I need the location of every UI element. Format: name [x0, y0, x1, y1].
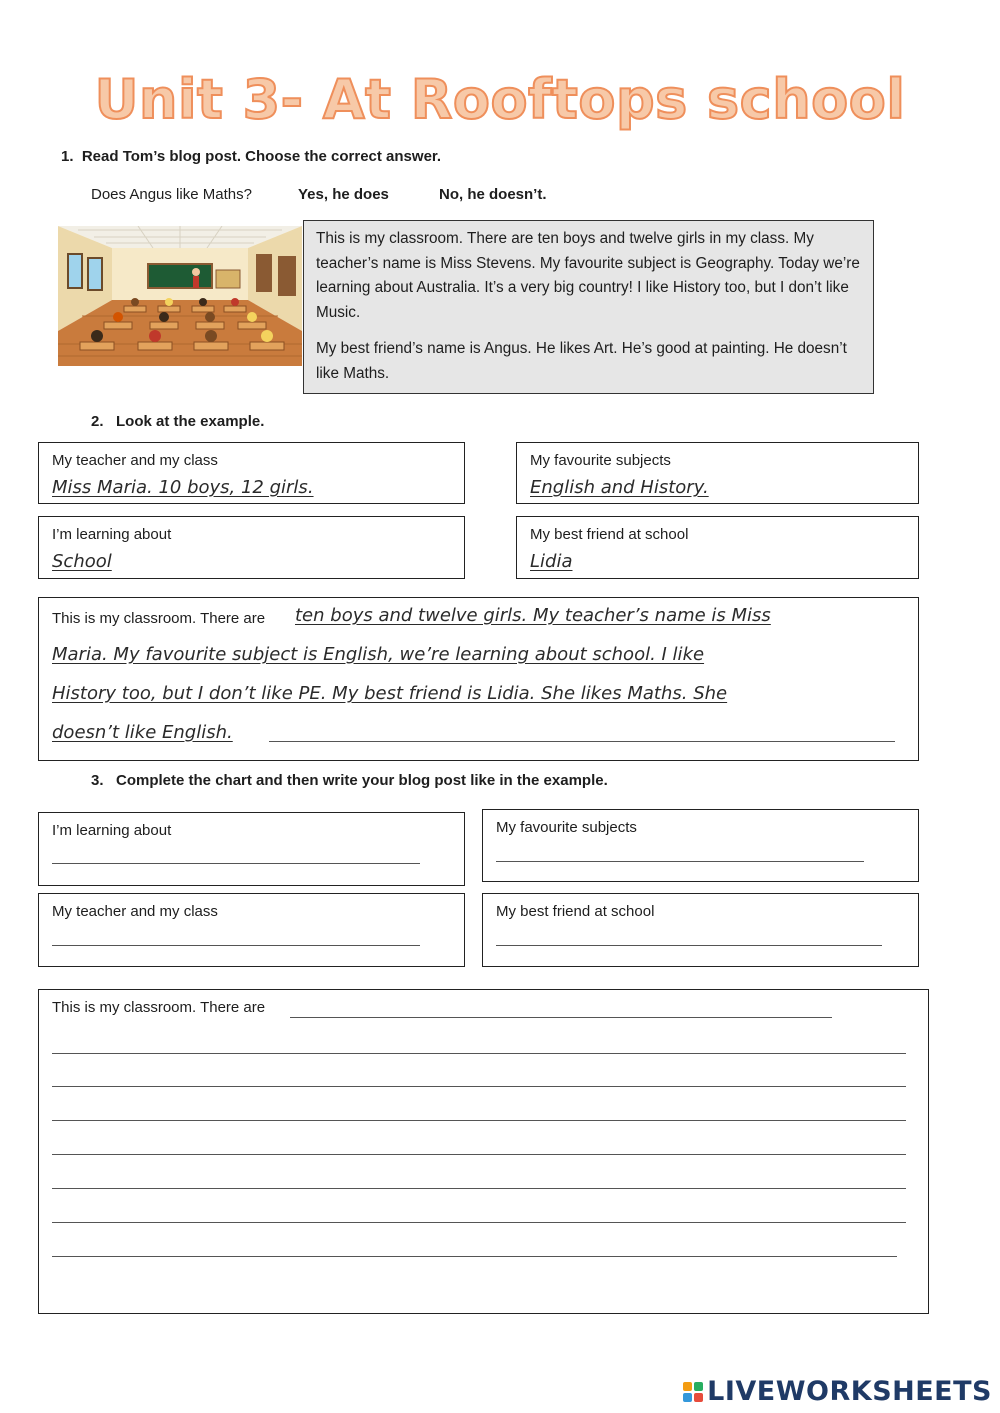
writing-line-7[interactable]: [52, 1256, 897, 1257]
liveworksheets-logo: [683, 1376, 992, 1407]
chart-teacher-box: [38, 893, 465, 967]
example-line-2: Maria. My favourite subject is English, we’re learning about school. I like: [52, 644, 705, 665]
writing-box: [38, 989, 929, 1314]
writing-line-6[interactable]: [52, 1222, 906, 1223]
chart-subjects-blank[interactable]: [496, 861, 864, 862]
writing-line-5[interactable]: [52, 1188, 906, 1189]
blog-paragraph-2: My best friend’s name is Angus. He likes Art. He’s good at painting. He doesn’t like Maths.: [316, 340, 847, 382]
section-1-heading: 1. Read Tom’s blog post. Choose the correct answer.: [61, 148, 442, 165]
chart-subjects-label: My favourite subjects: [496, 819, 637, 836]
example-line-4: doesn’t like English.: [52, 722, 233, 743]
subjects-label: My favourite subjects: [530, 452, 671, 469]
page-title: Unit 3- At Rooftops school: [94, 68, 906, 131]
blog-post-box: [303, 220, 874, 394]
writing-intro: This is my classroom. There are: [52, 999, 266, 1016]
logo-cube-icon: [683, 1382, 703, 1402]
chart-friend-box: [482, 893, 919, 967]
section-3-heading: 3. Complete the chart and then write your blog post like in the example.: [91, 772, 608, 789]
writing-line-3[interactable]: [52, 1120, 906, 1121]
friend-label: My best friend at school: [530, 526, 689, 543]
chart-learning-blank[interactable]: [52, 863, 420, 864]
friend-answer: Lidia: [530, 551, 573, 572]
chart-learning-box: [38, 812, 465, 886]
example-blog-box: [38, 597, 919, 761]
chart-friend-blank[interactable]: [496, 945, 882, 946]
example-friend-box: [516, 516, 919, 579]
example-teacher-box: [38, 442, 465, 504]
answer-option-no[interactable]: No, he doesn’t.: [439, 186, 547, 203]
writing-line-1[interactable]: [52, 1053, 906, 1054]
example-line-1: ten boys and twelve girls. My teacher’s name is Miss: [295, 605, 771, 626]
chart-teacher-label: My teacher and my class: [52, 903, 218, 920]
writing-line-0[interactable]: [290, 1017, 832, 1018]
subjects-answer: English and History.: [530, 477, 709, 498]
question-text: Does Angus like Maths?: [91, 186, 252, 203]
chart-teacher-blank[interactable]: [52, 945, 420, 946]
example-line-3: History too, but I don’t like PE. My best friend is Lidia. She likes Maths. She: [52, 683, 728, 704]
example-learning-box: [38, 516, 465, 579]
example-line-4-rule: [269, 741, 895, 742]
example-intro: This is my classroom. There are: [52, 610, 266, 627]
chart-learning-label: I’m learning about: [52, 822, 172, 839]
teacher-answer: Miss Maria. 10 boys, 12 girls.: [52, 477, 314, 498]
section-2-heading: 2. Look at the example.: [91, 413, 265, 430]
learning-label: I’m learning about: [52, 526, 172, 543]
classroom-illustration: [58, 226, 302, 366]
writing-line-2[interactable]: [52, 1086, 906, 1087]
chart-friend-label: My best friend at school: [496, 903, 655, 920]
example-subjects-box: [516, 442, 919, 504]
writing-line-4[interactable]: [52, 1154, 906, 1155]
learning-answer: School: [52, 551, 112, 572]
answer-option-yes[interactable]: Yes, he does: [298, 186, 389, 203]
logo-text: LIVEWORKSHEETS: [707, 1376, 992, 1407]
chart-subjects-box: [482, 809, 919, 882]
teacher-label: My teacher and my class: [52, 452, 218, 469]
blog-paragraph-1: This is my classroom. There are ten boys and twelve girls in my class. My teacher’s name is Miss Stevens. My favourite subject is Geography. Today we’re learning about Australia. It’s a very big country! I like History too, but I don’t like Music.: [316, 230, 860, 321]
